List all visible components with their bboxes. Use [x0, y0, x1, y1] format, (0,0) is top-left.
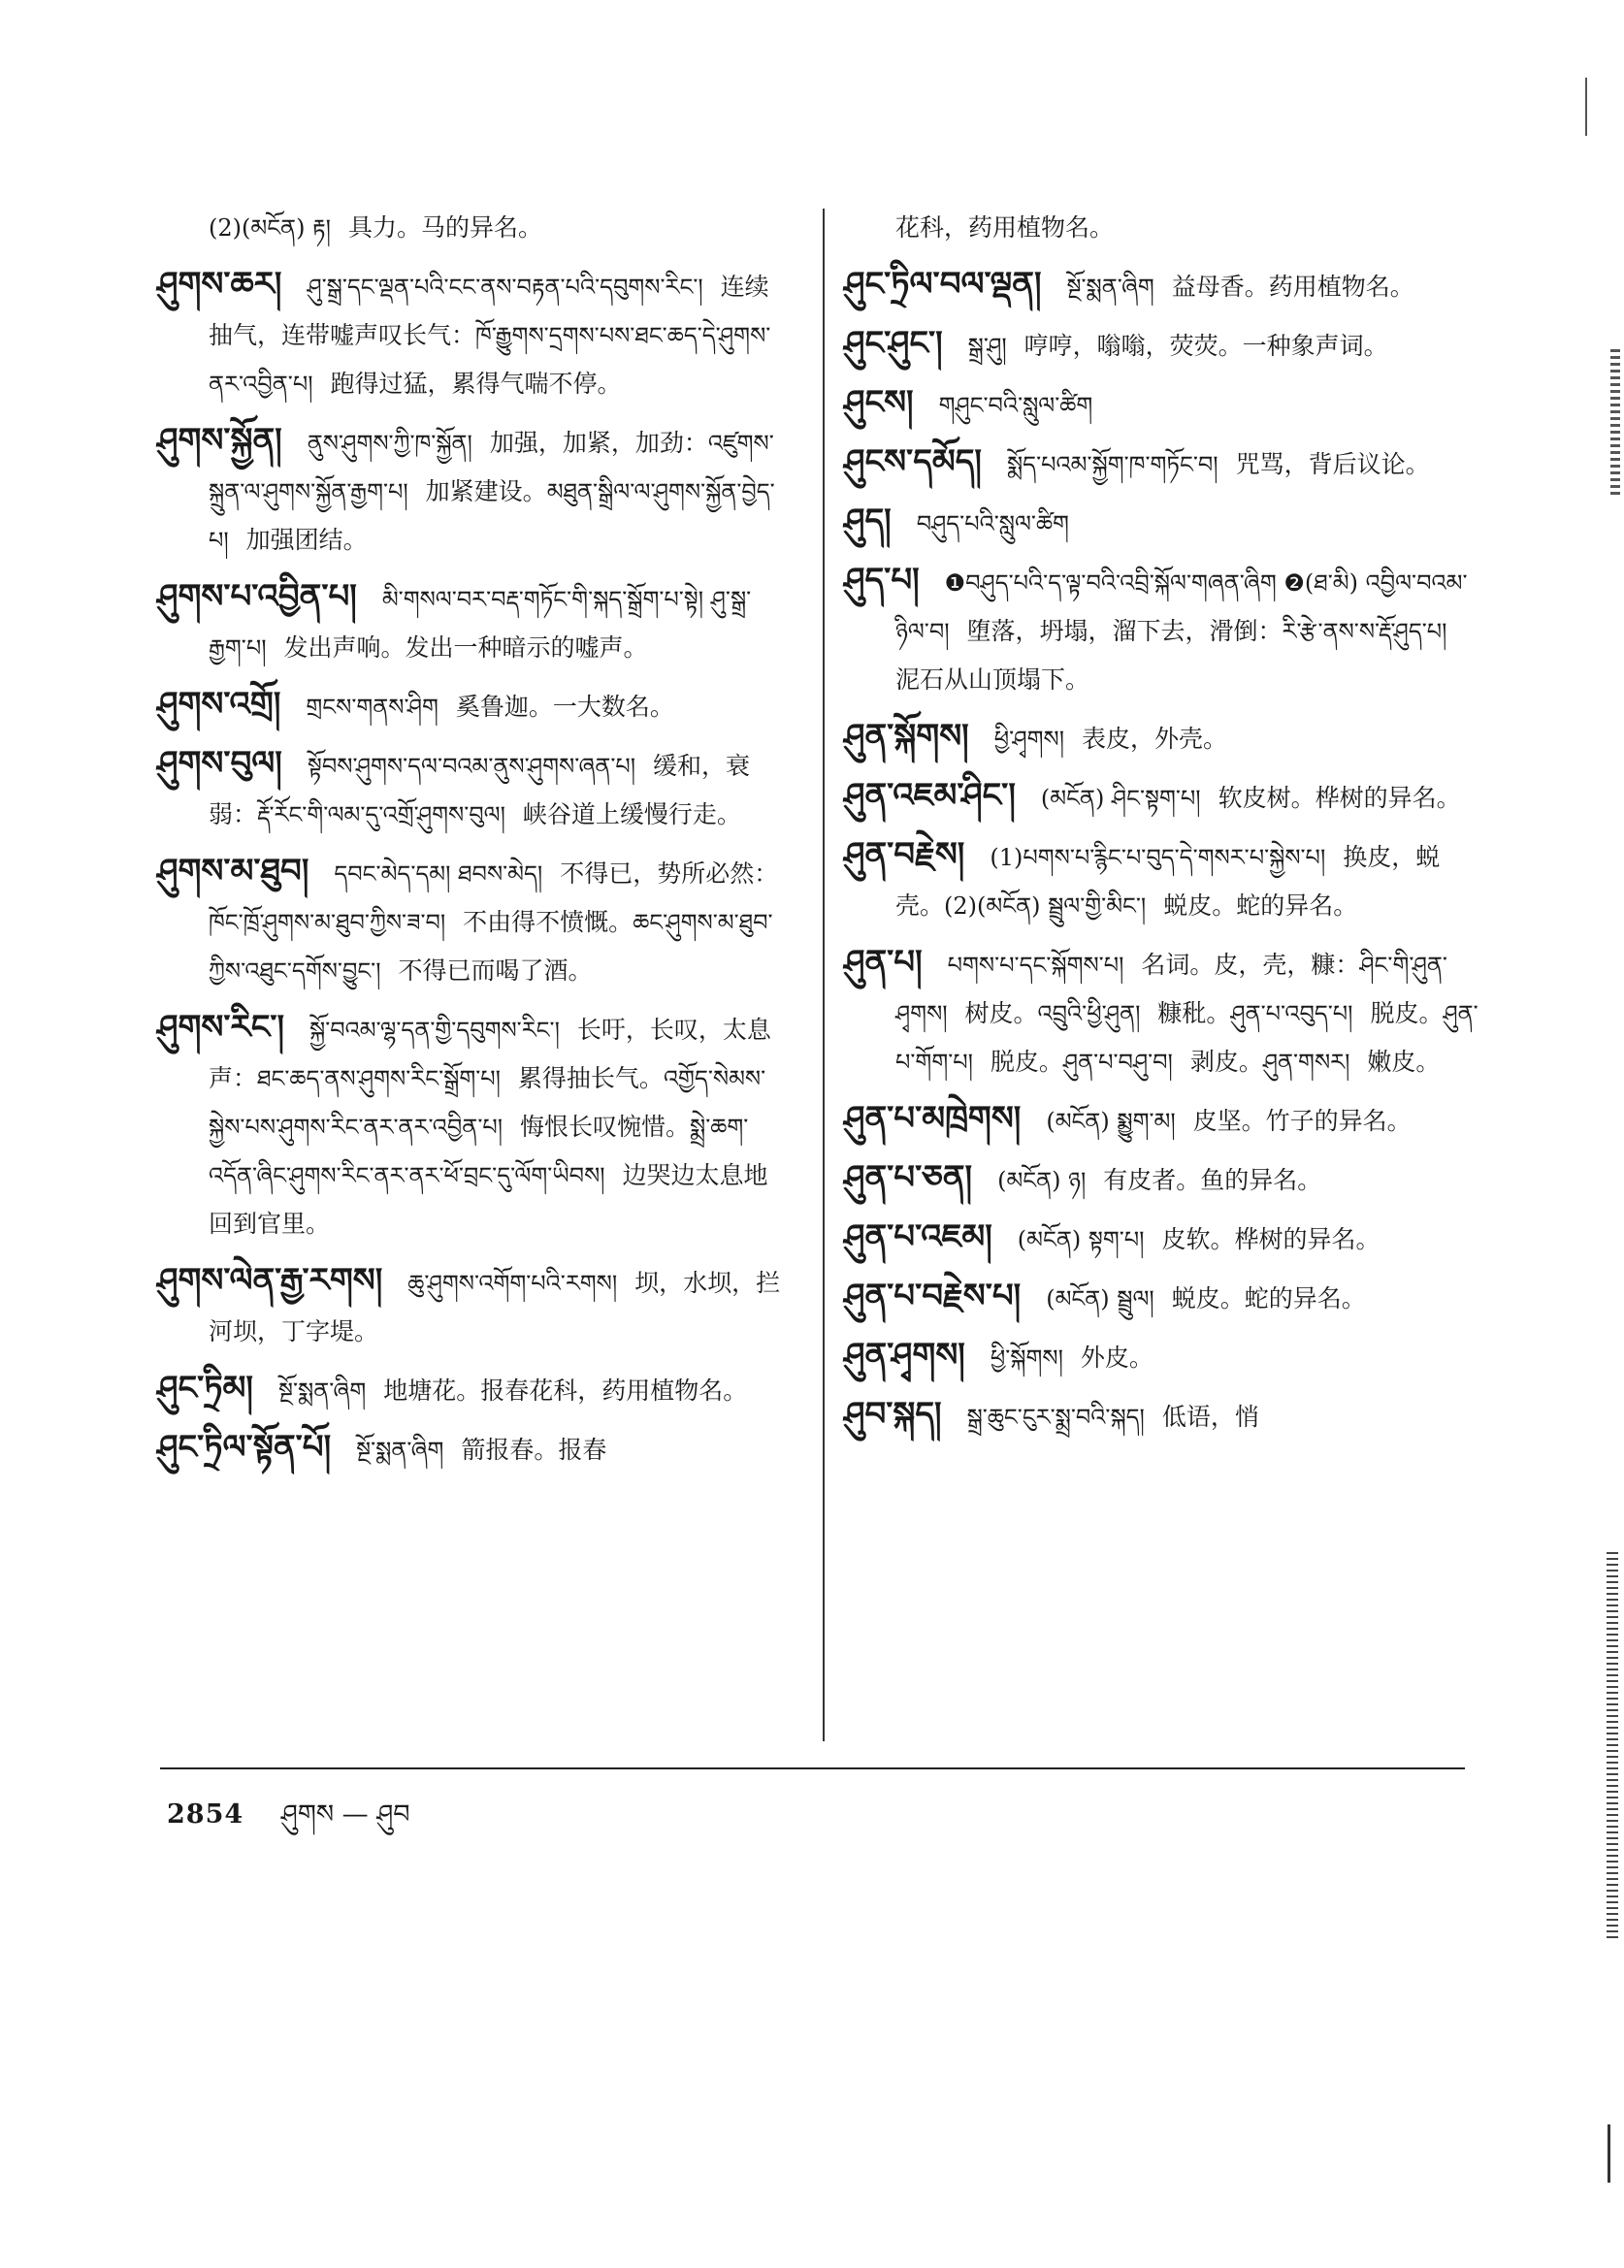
entry-headword: ཤུགས་པ་འབྱིན་པ། [157, 577, 357, 616]
tibetan-definition: ཕྱི་ཤྭགས། [993, 726, 1065, 753]
chinese-definition: 边哭边太息地回到官里。 [209, 1161, 768, 1238]
entry-headword: ཤུན་འཇམ་ཤིང་། [844, 776, 1016, 815]
entry-headword: ཤུང་ཤུང་། [844, 324, 943, 363]
tibetan-definition: (2)(མངོན) རྟ། [209, 214, 332, 242]
chinese-definition: 咒骂，背后议论。 [1227, 450, 1430, 478]
tibetan-definition: (མངོན) ཉ། [997, 1167, 1087, 1194]
entry-headword: ཤུང་ཏྲིལ་བལ་ལྡན། [844, 265, 1042, 304]
tibetan-definition: སྟོབས་ཤུགས་དལ་བའམ་ནུས་ཤུགས་ཞན་པ། [307, 753, 636, 780]
dictionary-entry [844, 712, 1487, 763]
tibetan-definition: ཐང་ཆད་ནས་ཤུགས་རིང་སྒྲོག་པ། [257, 1065, 501, 1092]
chinese-definition: 树皮。 [957, 999, 1038, 1027]
entry-headword: ཤུད་པ། [844, 561, 920, 599]
dictionary-entry [157, 260, 786, 408]
entry-headword: ཤུན་པ་བརྗེས་པ། [844, 1277, 1022, 1315]
entry-headword: ཤུང་ཏྲིམ། [157, 1369, 253, 1408]
chinese-definition: 地塘花。报春花科，药用植物名。 [375, 1377, 748, 1405]
tibetan-definition: སྨོད་པའམ་སྐྱོག་ཁ་གཏོང་བ། [1006, 451, 1218, 478]
tibetan-definition: འཛུགས་སྐྲུན་ལ་ཤུགས་སྐྱོན་རྒྱག་པ། [209, 430, 774, 505]
tibetan-definition: ཤུན་པ་འབུད་པ། [1230, 1000, 1353, 1027]
dictionary-entry [157, 572, 786, 672]
entry-headword: ཤུན་པ་འཇམ། [844, 1217, 992, 1256]
chinese-definition: 坝，水坝，拦河坝，丁字堤。 [209, 1269, 781, 1345]
scan-artifact [1608, 2124, 1616, 2183]
entry-headword: ཤུང་ཏྲིལ་སྟོན་པོ། [157, 1428, 332, 1467]
dictionary-entry [844, 1390, 1487, 1442]
tibetan-definition: ཆུ་ཤུགས་འགོག་པའི་རགས། [407, 1270, 618, 1297]
footer-rule [160, 1767, 1465, 1769]
chinese-definition: 表皮，外壳。 [1074, 725, 1227, 753]
entry-headword: ཤུན་པ། [844, 943, 923, 982]
page-footer [167, 1785, 410, 1859]
page-number: 2854 [167, 1799, 244, 1830]
tibetan-definition: ཤིང་གི་ཤུན་ཤྭགས། [895, 952, 1447, 1027]
chinese-definition: 皮软。桦树的异名。 [1153, 1225, 1380, 1253]
chinese-definition: 加紧建设。 [417, 477, 547, 505]
dictionary-entry [844, 830, 1487, 930]
dictionary-entry [157, 847, 786, 995]
chinese-definition: 花科，药用植物名。 [895, 213, 1115, 242]
entry-headword: ཤུགས་རིང་། [157, 1008, 285, 1047]
chinese-definition: 名词。皮，壳，糠： [1133, 951, 1360, 979]
tibetan-definition: ཁོང་ཁྲོ་ཤུགས་མ་ཐུབ་ཀྱིས་ཟ་བ། [209, 909, 446, 936]
tibetan-definition: པགས་པ་དང་སྐོགས་པ། [947, 952, 1124, 979]
chinese-definition: 具力。马的异名。 [341, 213, 542, 242]
entry-headword: ཤུངས་དམོད། [844, 442, 982, 481]
entry-headword: ཤུན་པ་མཁྲེགས། [844, 1099, 1022, 1138]
dictionary-entry [844, 437, 1487, 489]
entry-headword: ཤུན་བརྗེས། [844, 835, 965, 874]
chinese-definition: 皮坚。竹子的异名。 [1185, 1107, 1412, 1135]
tibetan-definition: ❶བཤུད་པའི་ད་ལྟ་བའི་འབྲི་སྐོལ་གཞན་ཞིག ❷(ཐ་མི) འབྱིལ་བའམ་ཉིལ་བ། [895, 569, 1468, 645]
chinese-definition: 发出声响。发出一种暗示的嘘声。 [276, 633, 648, 662]
entry-headword: ཤུགས་བུལ། [157, 744, 282, 783]
tibetan-definition: སྔོ་སྨན་ཞིག [1066, 274, 1154, 301]
chinese-definition: 连续抽气，连带嘘声叹长气： [209, 273, 769, 349]
chinese-definition: 外皮。 [1072, 1344, 1153, 1372]
chinese-definition: 哼哼，嗡嗡，荧荧。一种象声词。 [1016, 332, 1388, 360]
right-column [844, 204, 1487, 1449]
entry-headword: ཤུན་སྐོགས། [844, 717, 969, 756]
dictionary-entry [157, 1364, 786, 1415]
tibetan-definition: ཤུན་པ་བཤུ་བ། [1062, 1049, 1173, 1076]
scan-artifact [1607, 1552, 1618, 1940]
tibetan-definition: (མངོན) ཤིང་སྟག་པ། [1040, 785, 1201, 812]
dictionary-entry [844, 556, 1487, 704]
entry-headword: ཤུགས་སྐྱོན། [157, 421, 282, 460]
tibetan-definition: མི་གསལ་བར་བརྡ་གཏོང་གི་སྐད་སྒྲོག་པ་སྟེ། ཤུ་སྒྲ་རྒྱག་པ། [209, 586, 752, 662]
chinese-definition: 峡谷道上缓慢行走。 [514, 800, 741, 828]
dictionary-entry [157, 1003, 786, 1248]
chinese-definition: 糠秕。 [1150, 999, 1231, 1027]
dictionary-entry [844, 497, 1487, 548]
left-column [157, 204, 786, 1482]
dictionary-entry [157, 680, 786, 731]
chinese-definition: 缓和，衰弱： [209, 752, 751, 828]
tibetan-definition: སྔོ་སྨན་ཞིག [356, 1437, 444, 1464]
column-divider [823, 209, 825, 1741]
scan-artifact [1585, 78, 1589, 136]
chinese-definition: 不由得不愤慨。 [455, 908, 633, 936]
chinese-definition: 不得已而喝了酒。 [390, 956, 593, 985]
tibetan-definition: གྲངས་གནས་ཤིག [306, 694, 438, 721]
dictionary-entry [844, 260, 1487, 311]
tibetan-definition: ནུས་ཤུགས་ཀྱི་ཁ་སྐྱོན། [307, 430, 472, 457]
chinese-definition: 不得已，势所必然： [552, 859, 779, 888]
chinese-definition: 跑得过猛，累得气喘不停。 [322, 370, 622, 398]
dictionary-entry [844, 319, 1487, 371]
tibetan-definition: ཆང་ཤུགས་མ་ཐུབ་ཀྱིས་འཐུང་དགོས་བྱུང་། [209, 909, 773, 985]
chinese-definition: 剥皮。 [1182, 1048, 1263, 1076]
dictionary-entry [157, 1423, 786, 1474]
chinese-definition: 低语，悄 [1153, 1403, 1259, 1431]
tibetan-definition: བཤུད་པའི་སླུལ་ཚིག [916, 510, 1069, 537]
entry-headword: ཤུགས་ཆར། [157, 265, 282, 304]
entry-headword: ཤུབ་སྐད། [844, 1395, 942, 1434]
chinese-definition: 益母香。药用植物名。 [1163, 273, 1414, 301]
tibetan-definition: སྒྲ་ཆུང་ངུར་སྨྲ་བའི་སྐད། [966, 1404, 1145, 1431]
chinese-definition: 累得抽长气。 [509, 1064, 664, 1092]
dictionary-entry [844, 378, 1487, 430]
dictionary-entry [852, 204, 1487, 252]
chinese-definition: 长吁，长叹，太息声： [209, 1016, 771, 1092]
tibetan-definition: (མངོན) སྦྲུལ། [1046, 1285, 1154, 1312]
tibetan-definition: གཤུང་བའི་སླུལ་ཚིག [938, 392, 1093, 419]
tibetan-definition: ཤུ་སྒྲ་དང་ལྡན་པའི་ངང་ནས་བརྟན་པའི་དབུགས་རིང་། [307, 274, 703, 301]
dictionary-entry [157, 416, 786, 565]
dictionary-entry [157, 1256, 786, 1356]
dictionary-entry [165, 204, 786, 252]
dictionary-entry [844, 771, 1487, 823]
chinese-definition: 嫩皮。 [1359, 1048, 1441, 1076]
chinese-definition: 脱皮。 [1362, 999, 1444, 1027]
scan-artifact [1610, 349, 1620, 495]
tibetan-definition: སྐྱོ་བའམ་ལྷ་དན་གྱི་དབུགས་རིང་། [309, 1017, 560, 1044]
dictionary-entry [844, 1153, 1487, 1205]
tibetan-definition: (མངོན) སྟག་པ། [1017, 1226, 1145, 1253]
chinese-definition: 箭报春。报春 [453, 1436, 607, 1464]
chinese-definition: 堕落，坍塌，溜下去，滑倒： [958, 617, 1283, 645]
dictionary-entry [844, 1272, 1487, 1323]
chinese-definition: 奚鲁迦。一大数名。 [447, 693, 674, 721]
tibetan-definition: འགྱོད་སེམས་སྐྱེས་པས་ཤུགས་རིང་ནར་ནར་འབྱིན་པ། [209, 1065, 766, 1141]
tibetan-definition: ཤུན་པ་གོག་པ། [895, 1000, 1478, 1076]
tibetan-definition: (2)(མངོན) སྦྲུལ་གྱི་མིང་། [944, 892, 1147, 920]
entry-headword: ཤུགས་མ་ཐུབ། [157, 852, 309, 891]
tibetan-definition: སྔོ་སྨན་ཞིག [277, 1377, 367, 1405]
tibetan-definition: འབྲུའི་ཕྱི་ཤུན། [1037, 1000, 1141, 1027]
dictionary-entry [844, 938, 1487, 1086]
tibetan-definition: དབང་མེད་དམ། ཐབས་མེད། [334, 860, 543, 888]
chinese-definition: 悔恨长叹惋惜。 [512, 1113, 691, 1141]
tibetan-definition: རི་རྩེ་ནས་ས་རྡོ་ཤུད་པ། [1282, 618, 1447, 645]
entry-headword: ཤུངས། [844, 383, 914, 422]
chinese-definition: 泥石从山顶塌下。 [895, 665, 1090, 694]
chinese-definition: 加强团结。 [238, 526, 368, 554]
chinese-definition: 脱皮。 [982, 1048, 1063, 1076]
tibetan-definition: (1)པགས་པ་རྙིང་པ་བུད་དེ་གསར་པ་སྐྱེས་པ། [990, 844, 1326, 871]
chinese-definition: 加强，加紧，加劲： [481, 429, 708, 457]
tibetan-definition: (མངོན) སྨྱུག་མ། [1046, 1108, 1176, 1135]
tibetan-definition: རྡོ་རོང་གི་ལམ་དུ་འགྲོ་ཤུགས་བུལ། [257, 801, 505, 828]
entry-headword: ཤུགས་ལེན་རྒྱ་རགས། [157, 1261, 383, 1300]
tibetan-definition: ཁོ་རྒྱུགས་དྲགས་པས་ཐང་ཆད་དེ་ཤུགས་ནར་འབྱིན་པ། [209, 322, 771, 398]
tibetan-definition: མཐུན་སྒྲིལ་ལ་ཤུགས་སྐྱོན་བྱེད་པ། [209, 478, 775, 554]
dictionary-entry [157, 739, 786, 839]
tibetan-definition: ཕྱི་སྐོགས། [990, 1345, 1063, 1372]
chinese-definition: 软皮树。桦树的异名。 [1210, 784, 1461, 812]
chinese-definition: 有皮者。鱼的异名。 [1095, 1166, 1322, 1194]
dictionary-entry [844, 1213, 1487, 1264]
dictionary-entry [844, 1094, 1487, 1146]
entry-headword: ཤུད། [844, 502, 892, 540]
chinese-definition: 蜕皮。蛇的异名。 [1163, 1284, 1366, 1312]
dictionary-entry [844, 1331, 1487, 1382]
chinese-definition: 换皮，蜕壳。 [895, 843, 1441, 920]
page-range: ཤུགས — ཤུབ [280, 1799, 410, 1830]
entry-headword: ཤུགས་འགྲོ། [157, 685, 281, 724]
tibetan-definition: སྒྲ་ཤུ། [967, 333, 1007, 360]
tibetan-definition: ཤུན་གསར། [1262, 1049, 1350, 1076]
chinese-definition: 蜕皮。蛇的异名。 [1155, 891, 1358, 920]
entry-headword: ཤུན་པ་ཅན། [844, 1158, 973, 1197]
tibetan-definition: སྨྲེ་ཆག་འདོན་ཞིང་ཤུགས་རིང་ནར་ནར་ཕོ་བྲང་དུ་ལོག་ཡིབས། [209, 1114, 749, 1189]
entry-headword: ཤུན་ཤྭགས། [844, 1336, 965, 1375]
